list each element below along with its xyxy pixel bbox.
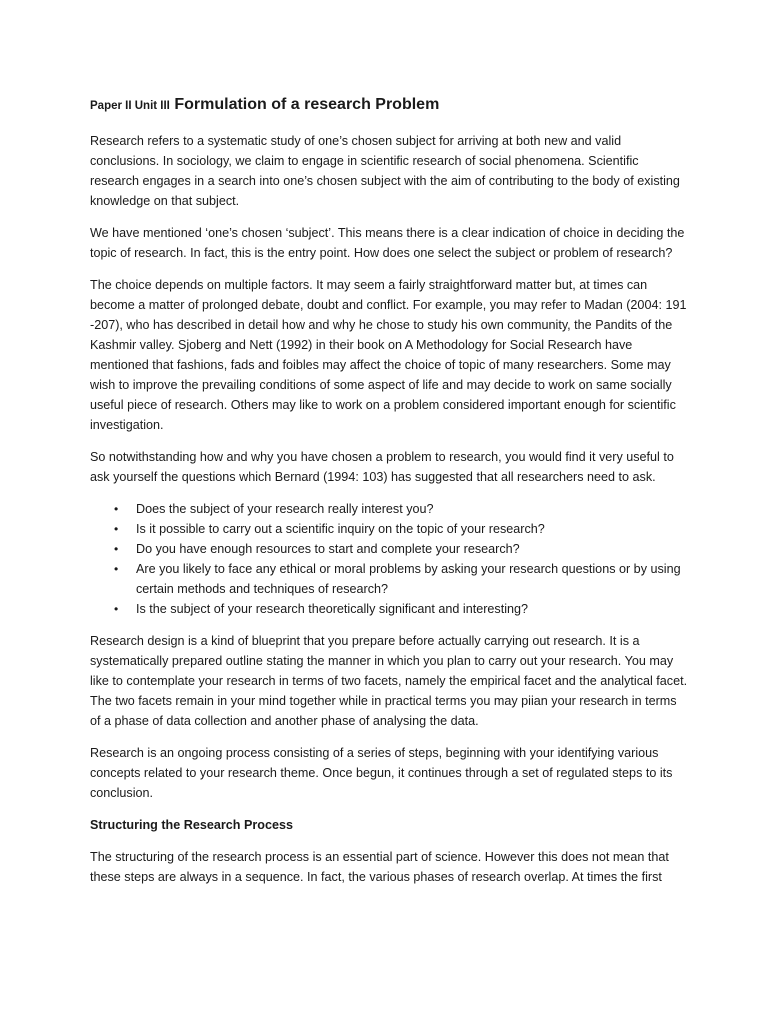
question-list	[90, 499, 690, 619]
list-item-text: Is it possible to carry out a scientific inquiry on the topic of your research?	[136, 522, 545, 536]
bullet-icon: •	[114, 522, 119, 536]
document-page	[90, 94, 690, 899]
title-main: Formulation of a research Problem	[174, 96, 440, 113]
bullet-icon: •	[114, 562, 119, 576]
list-item-text: Are you likely to face any ethical or moral problems by asking your research questions or by using certain methods and techniques of research?	[136, 562, 681, 596]
paragraph: We have mentioned ‘one’s chosen ‘subject’. This means there is a clear indication of choice in deciding the topic of research. In fact, this is the entry point. How does one select the subject or problem of research?	[90, 226, 685, 260]
list-item-text: Does the subject of your research really interest you?	[136, 502, 434, 516]
list-item	[90, 559, 690, 599]
paragraph: The choice depends on multiple factors. It may seem a fairly straightforward matter but, at times can become a matter of prolonged debate, doubt and conflict. For example, you may refer to Madan (2004: 191 -207), who has described in detail how and why he chose to study his own community, the Pandits of the Kashmir valley. Sjoberg and Nett (1992) in their book on A Methodology for Social Research have mentioned that fashions, fads and foibles may affect the choice of topic of many researchers. Some may wish to improve the prevailing conditions of some aspect of life and may decide to work on same socially useful piece of research. Others may like to work on a problem considered important enough for scientific investigation.	[90, 278, 687, 432]
list-item	[90, 599, 690, 619]
title-prefix: Paper II Unit III	[90, 100, 170, 112]
list-item	[90, 499, 690, 519]
bullet-icon: •	[114, 542, 119, 556]
list-item	[90, 519, 690, 539]
paragraph: The structuring of the research process is an essential part of science. However this does not mean that these steps are always in a sequence. In fact, the various phases of research overlap. At times the first	[90, 850, 669, 884]
bullet-icon: •	[114, 502, 119, 516]
document-title	[90, 94, 690, 117]
paragraph: So notwithstanding how and why you have chosen a problem to research, you would find it very useful to ask yourself the questions which Bernard (1994: 103) has suggested that all researchers need to ask.	[90, 450, 674, 484]
paragraph: Research refers to a systematic study of one’s chosen subject for arriving at both new and valid conclusions. In sociology, we claim to engage in scientific research of social phenomena. Scientific research engages in a search into one’s chosen subject with the aim of contributing to the body of existing knowledge on that subject.	[90, 134, 680, 208]
paragraph: Research is an ongoing process consisting of a series of steps, beginning with your identifying various concepts related to your research theme. Once begun, it continues through a set of regulated steps to its conclusion.	[90, 746, 673, 800]
list-item-text: Do you have enough resources to start and complete your research?	[136, 542, 520, 556]
section-heading: Structuring the Research Process	[90, 818, 293, 832]
list-item	[90, 539, 690, 559]
paragraph: Research design is a kind of blueprint that you prepare before actually carrying out research. It is a systematically prepared outline stating the manner in which you plan to carry out your research. You may like to contemplate your research in terms of two facets, namely the empirical facet and the analytical facet. The two facets remain in your mind together while in practical terms you may piian your research in terms of a phase of data collection and another phase of analysing the data.	[90, 634, 688, 728]
list-item-text: Is the subject of your research theoretically significant and interesting?	[136, 602, 529, 616]
bullet-icon: •	[114, 602, 119, 616]
